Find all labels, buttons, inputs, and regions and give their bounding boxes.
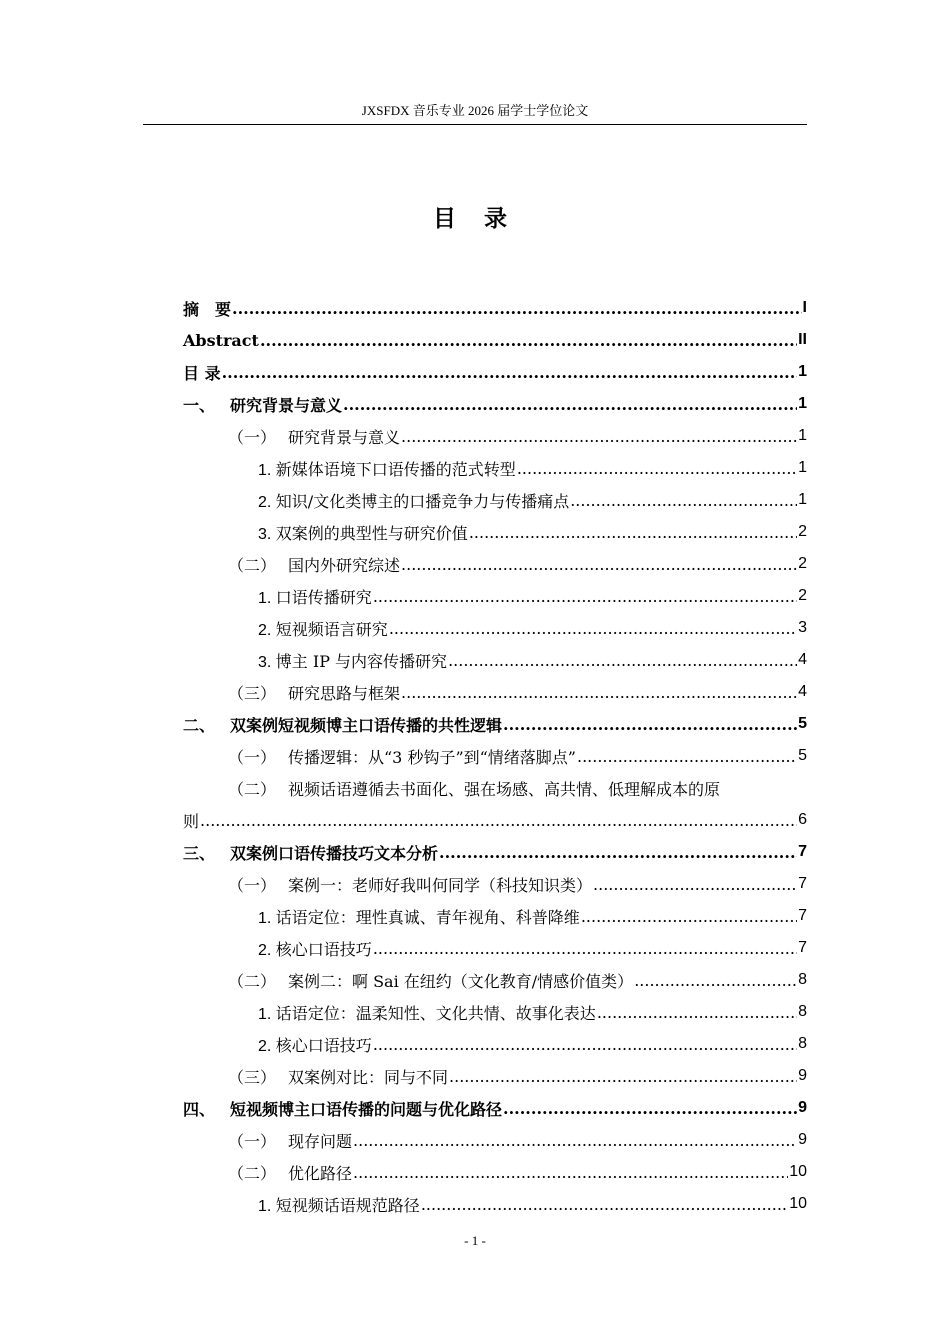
toc-entry-text: 短视频博主口语传播的问题与优化路径 [230,1099,503,1119]
dot-leader [421,1195,788,1214]
dot-leader [469,523,797,542]
toc-entry-text: 核心口语技巧 [275,1035,372,1055]
toc-entry-number: （三） [228,683,277,703]
toc-page-number: II [798,331,807,348]
toc-page-number: 7 [798,875,807,892]
toc-entry[interactable] [183,740,807,772]
toc-page-number: 9 [798,1067,807,1084]
toc-page-number: 8 [798,971,807,988]
toc-entry-label [228,1065,448,1088]
toc-entry-label [228,969,633,992]
toc-entry[interactable] [183,292,807,324]
toc-entry-label [183,361,221,384]
toc-entry-number: （一） [228,875,277,895]
toc-page-number: 9 [798,1099,807,1116]
toc-entry-number: 2. [258,493,276,511]
toc-entry-text: 目 录 [183,363,221,383]
toc-entry-number: 1. [258,1197,276,1215]
toc-entry-number: 一、 [183,395,216,415]
toc-entry-label [258,1001,596,1024]
toc-entry-label [258,457,516,480]
toc-entry-text: 优化路径 [288,1163,353,1183]
toc-entry-number: 三、 [183,843,216,863]
toc-entry[interactable] [183,996,807,1028]
toc-entry-label [258,585,372,608]
toc-entry-number: 1. [258,1005,276,1023]
toc-entry-label [183,297,231,320]
toc-page-number: 1 [798,427,807,444]
toc-entry-line[interactable] [228,772,807,804]
dot-leader [448,651,797,670]
toc-entry-number: （一） [228,747,277,767]
toc-entry-label [228,1129,352,1152]
toc-entry-label [258,617,388,640]
toc-page-number: 2 [798,587,807,604]
toc-entry-label [258,649,447,672]
toc-entry-label [228,873,592,896]
toc-entry[interactable] [183,868,807,900]
toc-page-number: 7 [798,843,807,860]
toc-entry-label [228,425,400,448]
toc-entry[interactable] [183,708,807,740]
toc-entry[interactable] [183,356,807,388]
toc-entry-label [258,905,580,928]
running-header: JXSFDX 音乐专业 2026 届学士学位论文 [143,100,807,125]
toc-entry[interactable] [183,1156,807,1188]
toc-entry-text: Abstract [183,330,259,350]
toc-entry-label [228,745,576,768]
dot-leader [373,587,797,606]
toc-page-number: 1 [798,459,807,476]
toc-entry[interactable] [183,484,807,516]
toc-entry-text: 双案例对比：同与不同 [288,1067,449,1087]
toc-entry-label [258,489,569,512]
toc-entry-label [228,1161,352,1184]
toc-entry-label [183,713,502,736]
dot-leader [439,843,797,862]
toc-entry-text: 双案例的典型性与研究价值 [275,523,468,543]
dot-leader [597,1003,797,1022]
toc-entry-number: （二） [228,971,277,991]
toc-entry-text: 传播逻辑：从“3 秒钩子”到“情绪落脚点” [288,747,576,767]
toc-entry[interactable] [183,1092,807,1124]
toc-entry-number: 3. [258,653,276,671]
toc-entry-text: 研究思路与框架 [288,683,401,703]
dot-leader [200,811,797,830]
dot-leader [260,331,797,350]
toc-page-number: 1 [798,395,807,412]
toc-entry-text: 双案例口语传播技巧文本分析 [230,843,439,863]
toc-entry[interactable] [183,516,807,548]
dot-leader [577,747,797,766]
toc-entry[interactable] [183,612,807,644]
toc-entry[interactable] [183,580,807,612]
toc-entry-number: （二） [228,555,277,575]
dot-leader [401,427,797,446]
toc-entry-label [258,1033,372,1056]
toc-entry-label [258,1193,420,1216]
dot-leader [634,971,797,990]
toc-page-number: 5 [798,715,807,732]
toc-page-number: I [802,299,807,316]
toc-entry-number: 1. [258,589,276,607]
dot-leader [389,619,797,638]
dot-leader [353,1163,788,1182]
toc-entry-number: 3. [258,525,276,543]
dot-leader [593,875,797,894]
toc-entry[interactable] [183,1060,807,1092]
dot-leader [353,1131,797,1150]
dot-leader [232,299,802,318]
toc-page-number: 6 [798,811,807,828]
toc-entry-text: 研究背景与意义 [230,395,343,415]
toc-entry-number: （二） [228,779,277,799]
toc-entry-text: 核心口语技巧 [275,939,372,959]
toc-page-number: 1 [798,363,807,380]
toc-entry-label-continued: 则 [183,811,200,831]
toc-entry-text: 研究背景与意义 [288,427,401,447]
toc-entry-number: 二、 [183,715,216,735]
toc-entry-number: 1. [258,461,276,479]
dot-leader [581,907,797,926]
toc-entry-number: （二） [228,1163,277,1183]
toc-entry-number: 1. [258,909,276,927]
toc-entry-number: 2. [258,941,276,959]
toc-entry[interactable] [183,1124,807,1156]
toc-entry[interactable] [183,420,807,452]
toc-entry[interactable] [183,804,807,836]
toc-entry[interactable] [183,836,807,868]
toc-page-number: 4 [798,651,807,668]
toc-entry-text: 双案例短视频博主口语传播的共性逻辑 [230,715,503,735]
toc-entry-label [258,521,468,544]
toc-page-number: 2 [798,523,807,540]
toc-entry-text: 知识/文化类博主的口播竞争力与传播痛点 [275,491,570,511]
dot-leader [570,491,797,510]
toc-entry-label [183,1097,502,1120]
toc-page-number: 2 [798,555,807,572]
toc-entry[interactable] [183,644,807,676]
toc-page-number: 9 [798,1131,807,1148]
toc-entry-label [183,393,342,416]
toc-entry-text: 案例一：老师好我叫何同学（科技知识类） [288,875,593,895]
toc-entry-label [183,331,259,350]
toc-entry-label [258,937,372,960]
toc-entry-number: （一） [228,427,277,447]
dot-leader [373,939,797,958]
dot-leader [373,1035,797,1054]
toc-entry-number: 四、 [183,1099,216,1119]
dot-leader [503,1099,797,1118]
toc-page-number: 3 [798,619,807,636]
dot-leader [222,363,798,382]
toc-entry-text: 摘 要 [183,299,232,319]
toc-entry-number: （一） [228,1131,277,1151]
toc-entry-text: 口语传播研究 [275,587,372,607]
toc-entry-text: 短视频语言研究 [275,619,388,639]
toc-entry[interactable] [183,1188,807,1220]
page-number: - 1 - [464,1233,486,1248]
toc-entry-number: （三） [228,1067,277,1087]
toc-entry-text: 话语定位：理性真诚、青年视角、科普降维 [275,907,580,927]
dot-leader [517,459,797,478]
toc-entry[interactable] [183,1028,807,1060]
toc-entry-text: 新媒体语境下口语传播的范式转型 [275,459,516,479]
toc-entry-text: 短视频话语规范路径 [275,1195,420,1215]
toc-entry-label: 视频话语遵循去书面化、强在场感、高共情、低理解成本的原 [288,779,721,799]
toc-entry-text: 案例二：啊 Sai 在纽约（文化教育/情感价值类） [288,971,634,991]
toc-page-number: 10 [789,1195,807,1212]
toc-entry-label [228,681,400,704]
page-title: 目 录 [432,205,517,232]
toc-page-number: 10 [789,1163,807,1180]
toc-entry[interactable] [183,964,807,996]
toc-entry[interactable] [183,676,807,708]
toc-entry-number: 2. [258,621,276,639]
toc-page-number: 7 [798,907,807,924]
toc-page-number: 8 [798,1003,807,1020]
toc-page-number: 5 [798,747,807,764]
dot-leader [343,395,797,414]
toc-entry-label [228,553,400,576]
toc-entry[interactable] [183,388,807,420]
toc-entry-text: 博主 IP 与内容传播研究 [275,651,448,671]
toc-entry-text: 话语定位：温柔知性、文化共情、故事化表达 [275,1003,596,1023]
toc-entry[interactable] [183,452,807,484]
toc-page-number: 8 [798,1035,807,1052]
toc-entry-label [183,841,438,864]
toc-entry-text: 国内外研究综述 [288,555,401,575]
toc-entry-number: 2. [258,1037,276,1055]
toc-entry-text: 现存问题 [288,1131,353,1151]
toc-page-number: 1 [798,491,807,508]
dot-leader [401,555,797,574]
dot-leader [449,1067,797,1086]
toc-entry[interactable] [183,548,807,580]
toc-page-number: 7 [798,939,807,956]
toc-entry[interactable] [183,324,807,356]
toc-page-number: 4 [798,683,807,700]
toc-entry[interactable] [183,900,807,932]
toc-entry[interactable] [183,932,807,964]
dot-leader [401,683,797,702]
dot-leader [503,715,797,734]
